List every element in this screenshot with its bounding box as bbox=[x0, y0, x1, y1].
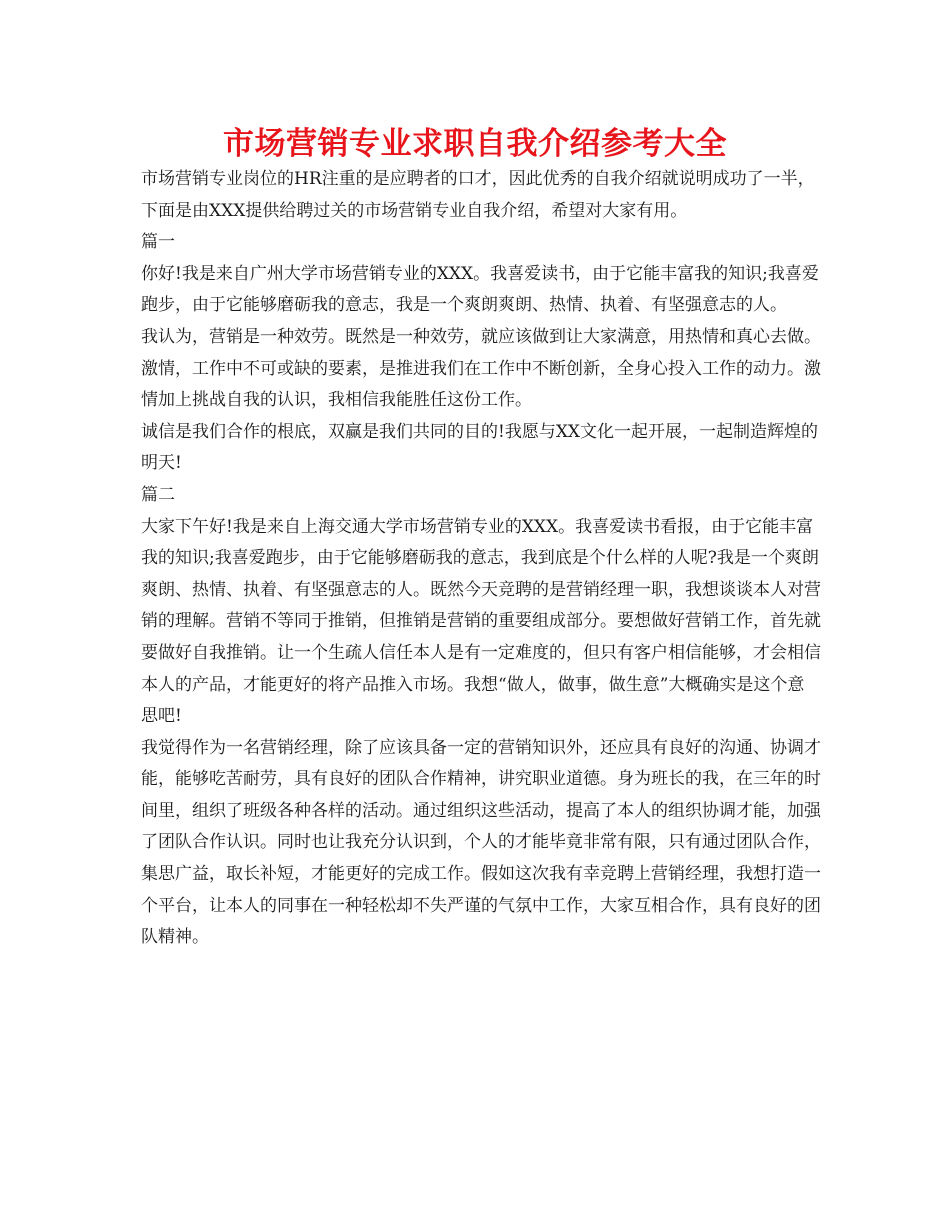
intro-paragraph: 市场营销专业岗位的HR注重的是应聘者的口才，因此优秀的自我介绍就说明成功了一半，下面是由XXX提供给聘过关的市场营销专业自我介绍，希望对大家有用。 bbox=[141, 169, 815, 221]
body-paragraph: 我认为，营销是一种效劳。既然是一种效劳，就应该做到让大家满意，用热情和真心去做。激情，工作中不可或缺的要素，是推进我们在工作中不断创新，全身心投入工作的动力。激情加上挑战自我的认识，我相信我能胜任这份工作。 bbox=[141, 326, 821, 411]
body-paragraph: 诚信是我们合作的根底，双赢是我们共同的目的!我愿与XX文化一起开展，一起制造辉煌的明天! bbox=[141, 421, 819, 474]
body-paragraph: 你好!我是来自广州大学市场营销专业的XXX。我喜爱读书，由于它能丰富我的知识;我喜爱跑步，由于它能够磨砺我的意志，我是一个爽朗爽朗、热情、执着、有坚强意志的人。 bbox=[141, 263, 819, 316]
document-title: 市场营销专业求职自我介绍参考大全 bbox=[223, 126, 727, 162]
section-heading-2: 篇二 bbox=[141, 484, 175, 505]
document-body bbox=[141, 164, 821, 954]
section-heading-1: 篇一 bbox=[141, 232, 175, 253]
body-paragraph: 大家下午好!我是来自上海交通大学市场营销专业的XXX。我喜爱读书看报，由于它能丰富我的知识;我喜爱跑步，由于它能够磨砺我的意志，我到底是个什么样的人呢?我是一个爽朗爽朗、热情、执着、有坚强意志的人。既然今天竞聘的是营销经理一职，我想谈谈本人对营销的理解。营销不等同于推销，但推销是营销的重要组成部分。要想做好营销工作，首先就要做好自我推销。让一个生疏人信任本人是有一定难度的，但只有客户相信能够，才会相信本人的产品，才能更好的将产品推入市场。我想“做人，做事，做生意”大概确实是这个意思吧! bbox=[141, 516, 821, 727]
body-paragraph: 我觉得作为一名营销经理，除了应该具备一定的营销知识外，还应具有良好的沟通、协调才能，能够吃苦耐劳，具有良好的团队合作精神，讲究职业道德。身为班长的我，在三年的时间里，组织了班级各种各样的活动。通过组织这些活动，提高了本人的组织协调才能，加强了团队合作认识。同时也让我充分认识到，个人的才能毕竟非常有限，只有通过团队合作，集思广益，取长补短，才能更好的完成工作。假如这次我有幸竞聘上营销经理，我想打造一个平台，让本人的同事在一种轻松却不失严谨的气氛中工作，大家互相合作，具有良好的团队精神。 bbox=[141, 737, 821, 948]
